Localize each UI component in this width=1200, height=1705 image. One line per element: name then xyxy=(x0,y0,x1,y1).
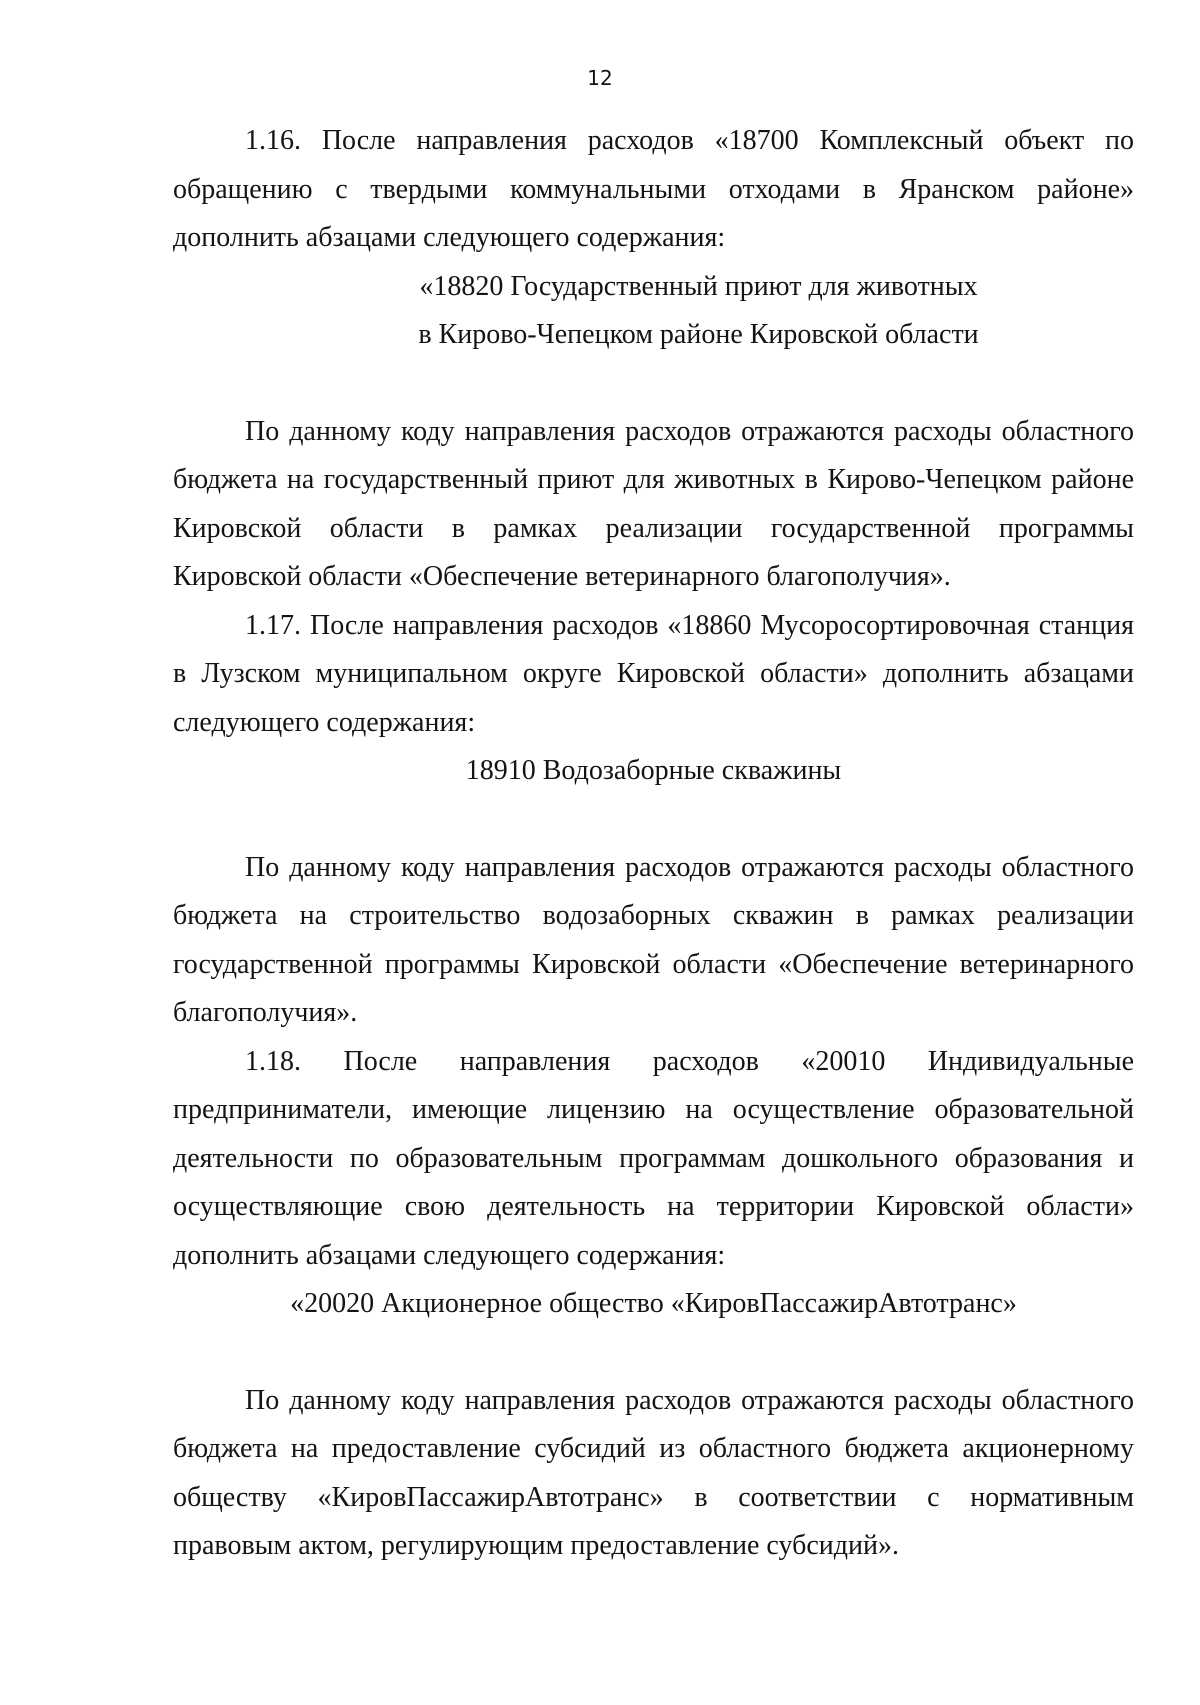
code-18910-title: 18910 Водозаборные скважины xyxy=(465,755,842,786)
code-20020-description: По данному коду направления расходов отражаются расходы областного бюджета на предоставление субсидий из областного бюджета акционерному обществу «КировПассажирАвтотранс» в соответствии с нормативным правовым актом, регулирующим предоставление субсидий». xyxy=(173,1384,1134,1561)
spacer xyxy=(173,360,1134,408)
document-body xyxy=(173,117,1134,1571)
section-1-16-intro: 1.16. После направления расходов «18700 Комплексный объект по обращению с твердыми коммунальными отходами в Яранском районе» дополнить абзацами следующего содержания: xyxy=(173,125,1134,253)
code-18820-description: По данному коду направления расходов отражаются расходы областного бюджета на государственный приют для животных в Кирово-Чепецком районе Кировской области в рамках реализации государственной программы Кировской области «Обеспечение ветеринарного благополучия». xyxy=(173,415,1134,592)
section-1-18-intro: 1.18. После направления расходов «20010 Индивидуальные предприниматели, имеющие лицензию на осуществление образовательной деятельности по образовательным программам дошкольного образования и осуществляющие свою деятельность на территории Кировской области» дополнить абзацами следующего содержания: xyxy=(173,1045,1134,1271)
code-18910-description: По данному коду направления расходов отражаются расходы областного бюджета на строительство водозаборных скважин в рамках реализации государственной программы Кировской области «Обеспечение ветеринарного благополучия». xyxy=(173,851,1134,1028)
section-1-17-intro: 1.17. После направления расходов «18860 Мусоросортировочная станция в Лузском муниципальном округе Кировской области» дополнить абзацами следующего содержания: xyxy=(173,609,1134,738)
code-18820-line-1: «18820 Государственный приют для животных xyxy=(419,270,978,302)
spacer xyxy=(173,1329,1134,1377)
code-18820-line-2: в Кирово-Чепецком районе Кировской области xyxy=(418,319,979,350)
page-number: 12 xyxy=(587,66,613,90)
spacer xyxy=(173,796,1134,844)
code-20020-title: «20020 Акционерное общество «КировПассажирАвтотранс» xyxy=(290,1288,1017,1319)
